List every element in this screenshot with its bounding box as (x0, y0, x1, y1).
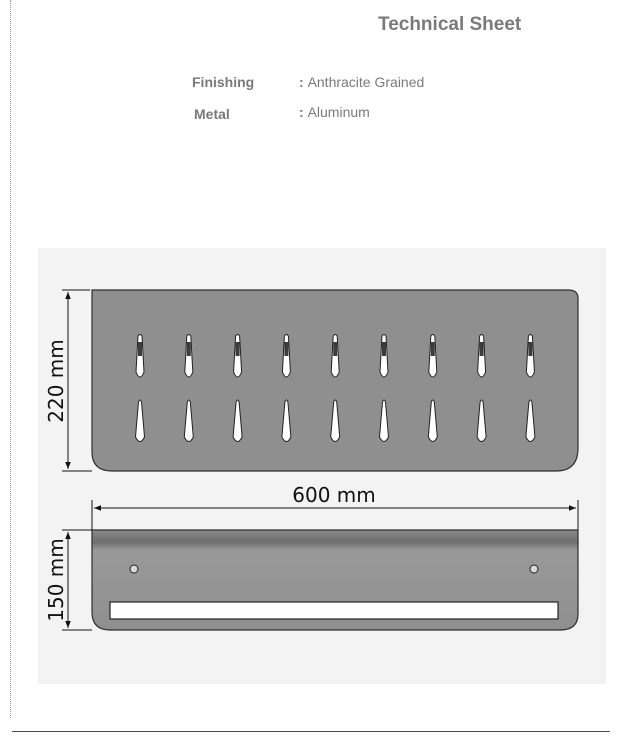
upper-slot-shadow (480, 342, 484, 356)
spec-label-finishing: Finishing (192, 74, 255, 90)
upper-slot-shadow (187, 342, 191, 356)
front-view (44, 290, 578, 471)
mount-hole-left (130, 565, 138, 573)
upper-slot-shadow (138, 342, 142, 356)
spec-finishing-text: Anthracite Grained (307, 74, 425, 90)
front-height-label: 220 mm (44, 339, 68, 423)
mount-hole-right (530, 565, 538, 573)
front-lip-slot (110, 602, 558, 619)
upper-slot-shadow (333, 342, 337, 356)
footer-rule (12, 731, 610, 732)
upper-slot-shadow (431, 342, 435, 356)
upper-slot-shadow (284, 342, 288, 356)
sheet-title: Technical Sheet (378, 14, 522, 35)
spec-label-metal: Metal (194, 106, 230, 122)
spec-separator: : (299, 104, 304, 120)
upper-slot-shadow (528, 342, 532, 356)
bottom-view (44, 530, 578, 630)
spec-separator: : (299, 74, 304, 90)
spec-metal-text: Aluminum (307, 104, 370, 120)
bottom-height-label: 150 mm (44, 538, 68, 622)
upper-slot-shadow (382, 342, 386, 356)
width-label: 600 mm (292, 483, 376, 507)
upper-slot-shadow (236, 342, 240, 356)
width-dimension (92, 483, 578, 530)
front-panel (92, 290, 578, 471)
